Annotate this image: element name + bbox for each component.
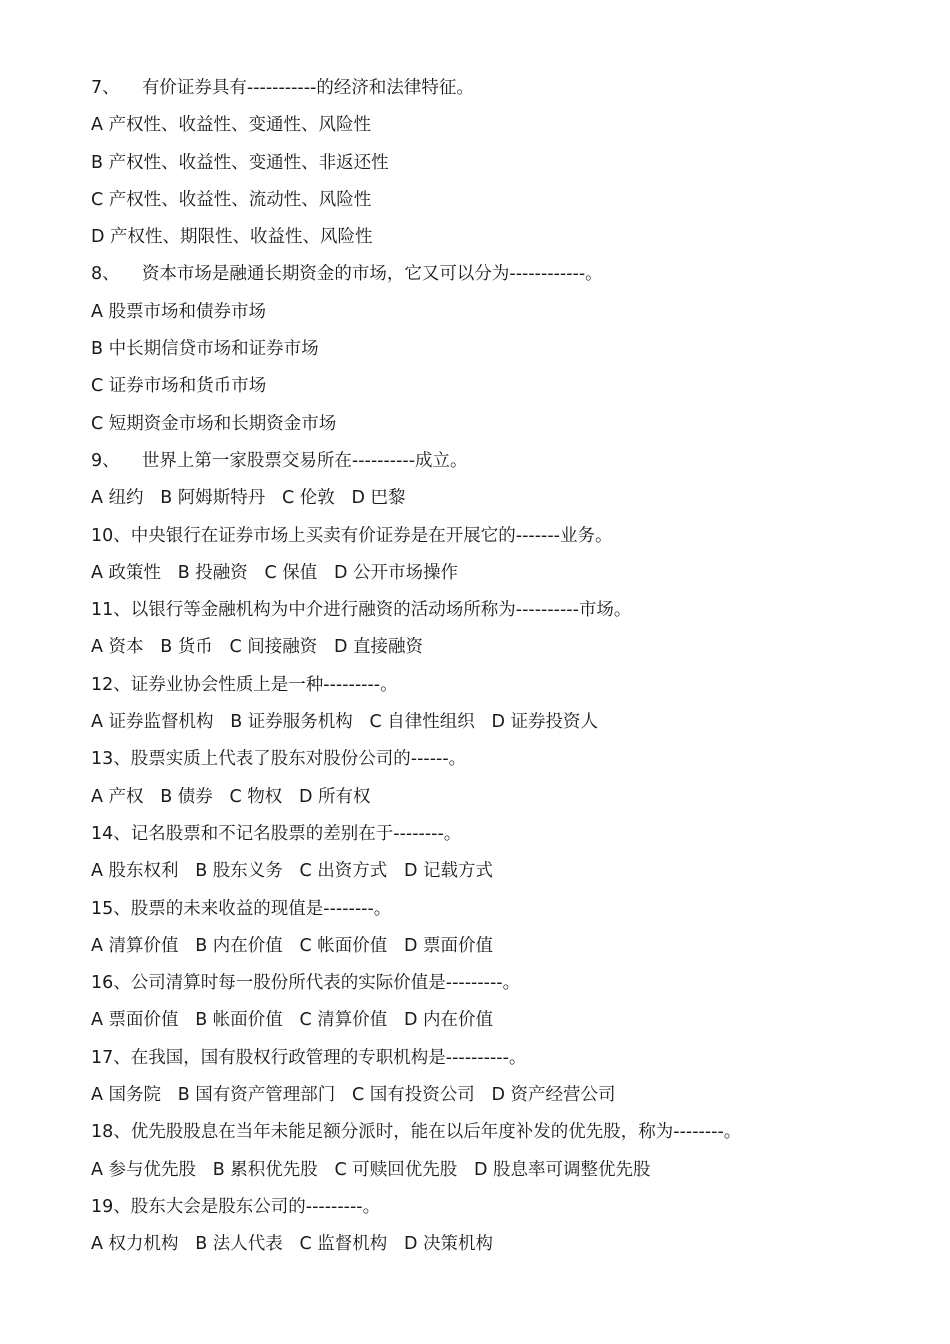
option-c: C 证券市场和货币市场 <box>91 376 267 397</box>
options-15: A 清算价值 B 内在价值 C 帐面价值 D 票面价值 <box>91 935 493 956</box>
options-18: A 参与优先股 B 累积优先股 C 可赎回优先股 D 股息率可调整优先股 <box>91 1159 651 1180</box>
question-16: 16、公司清算时每一股份所代表的实际价值是---------。 <box>91 973 521 994</box>
question-8: 8、 资本市场是融通长期资金的市场，它又可以分为------------。 <box>91 264 603 285</box>
question-11: 11、以银行等金融机构为中介进行融资的活动场所称为----------市场。 <box>91 600 632 621</box>
question-list <box>91 70 890 1264</box>
options-19: A 权力机构 B 法人代表 C 监督机构 D 决策机构 <box>91 1234 493 1255</box>
question-15: 15、股票的未来收益的现值是--------。 <box>91 898 392 919</box>
question-9: 9、 世界上第一家股票交易所在----------成立。 <box>91 450 468 471</box>
question-7: 7、 有价证券具有-----------的经济和法律特征。 <box>91 78 474 98</box>
option-c-second: C 短期资金市场和长期资金市场 <box>91 413 337 434</box>
option-a: A 产权性、收益性、变通性、风险性 <box>91 115 372 136</box>
question-18: 18、优先股股息在当年未能足额分派时，能在以后年度补发的优先股，称为--------。 <box>91 1122 742 1143</box>
options-14: A 股东权利 B 股东义务 C 出资方式 D 记载方式 <box>91 861 493 882</box>
option-b: B 中长期信贷市场和证券市场 <box>91 339 319 360</box>
question-12: 12、证券业协会性质上是一种---------。 <box>91 674 398 695</box>
question-17: 17、在我国，国有股权行政管理的专职机构是----------。 <box>91 1047 527 1068</box>
options-12: A 证券监督机构 B 证券服务机构 C 自律性组织 D 证券投资人 <box>91 712 598 733</box>
options-17: A 国务院 B 国有资产管理部门 C 国有投资公司 D 资产经营公司 <box>91 1085 616 1106</box>
options-10: A 政策性 B 投融资 C 保值 D 公开市场操作 <box>91 562 458 583</box>
question-14: 14、记名股票和不记名股票的差别在于--------。 <box>91 823 462 844</box>
options-16: A 票面价值 B 帐面价值 C 清算价值 D 内在价值 <box>91 1010 493 1031</box>
question-13: 13、股票实质上代表了股东对股份公司的------。 <box>91 749 467 770</box>
options-11: A 资本 B 货币 C 间接融资 D 直接融资 <box>91 637 423 658</box>
question-10: 10、中央银行在证券市场上买卖有价证券是在开展它的-------业务。 <box>91 525 613 546</box>
option-d: D 产权性、期限性、收益性、风险性 <box>91 227 373 248</box>
options-13: A 产权 B 债券 C 物权 D 所有权 <box>91 786 371 807</box>
option-a: A 股票市场和债券市场 <box>91 301 267 322</box>
question-19: 19、股东大会是股东公司的---------。 <box>91 1196 381 1217</box>
option-c: C 产权性、收益性、流动性、风险性 <box>91 189 372 210</box>
options-9: A 纽约 B 阿姆斯特丹 C 伦敦 D 巴黎 <box>91 488 406 509</box>
option-b: B 产权性、收益性、变通性、非返还性 <box>91 152 389 173</box>
